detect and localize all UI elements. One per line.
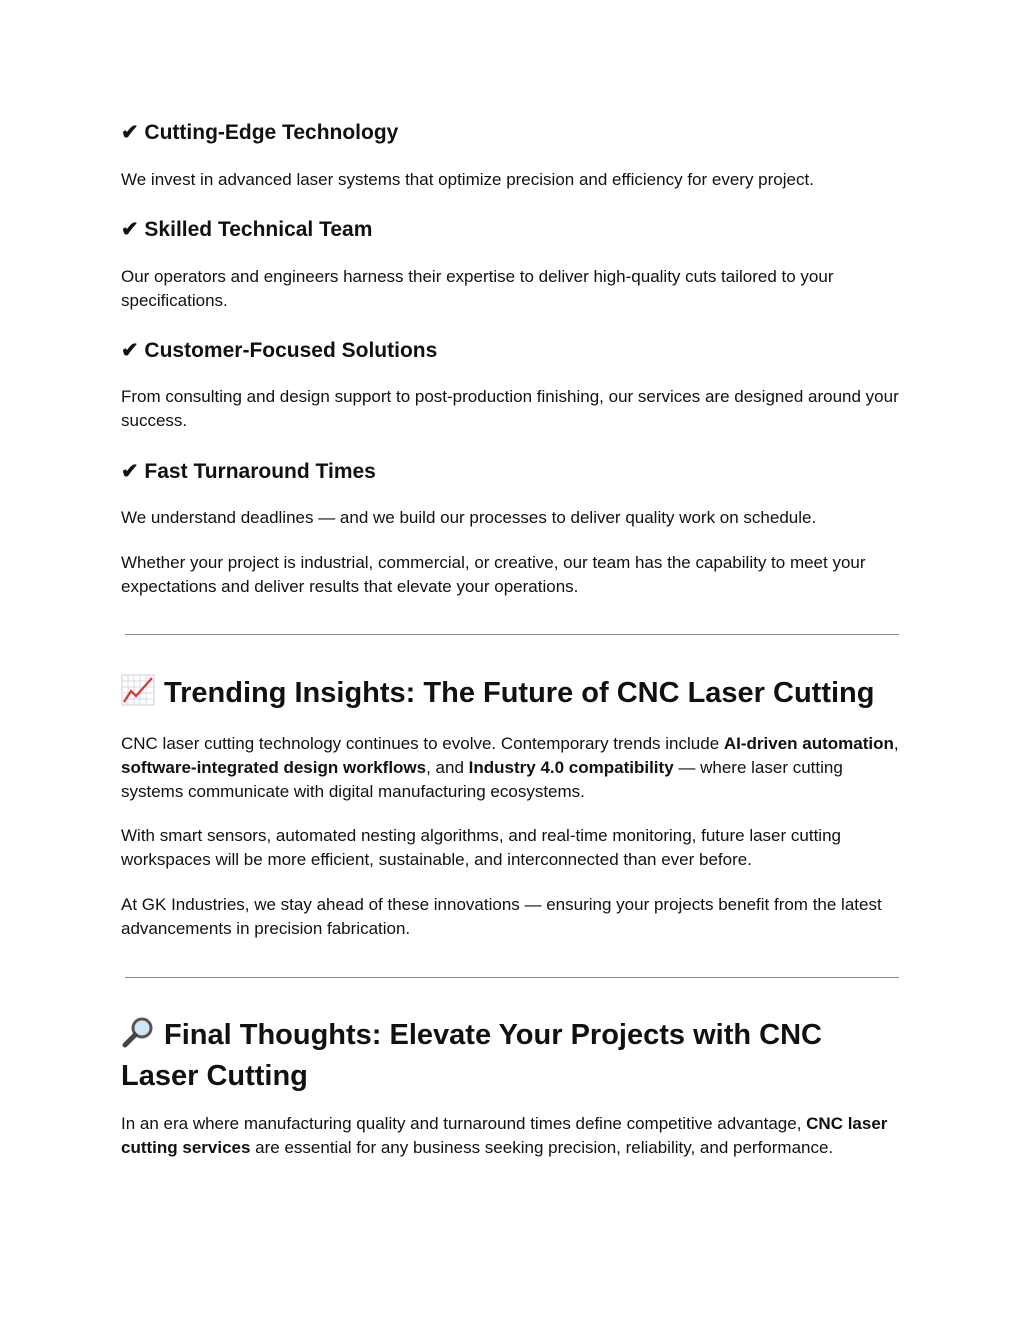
chart-increasing-icon <box>121 674 155 716</box>
magnifying-glass-icon <box>121 1016 155 1058</box>
feature-heading: ✔ Skilled Technical Team <box>121 218 373 241</box>
feature-text: Our operators and engineers harness their expertise to deliver high-quality cuts tailored to your specifications. <box>121 267 834 310</box>
closing-paragraph: Whether your project is industrial, commercial, or creative, our team has the capability to meet your expectations and deliver results that elevate your operations. <box>121 553 866 596</box>
final-paragraph: In an era where manufacturing quality and turnaround times define competitive advantage, CNC laser cutting services are essential for any business seeking precision, reliability, and performance. <box>121 1114 888 1157</box>
final-title: Final Thoughts: Elevate Your Projects with CNC Laser Cutting <box>121 1019 822 1092</box>
trending-paragraph-3: At GK Industries, we stay ahead of these innovations — ensuring your projects benefit from the latest advancements in precision fabrication. <box>121 895 882 938</box>
trending-title: Trending Insights: The Future of CNC Laser Cutting <box>164 677 875 709</box>
feature-text: We understand deadlines — and we build our processes to deliver quality work on schedule. <box>121 508 817 527</box>
feature-heading: ✔ Fast Turnaround Times <box>121 460 376 483</box>
feature-heading: ✔ Cutting-Edge Technology <box>121 121 399 144</box>
trending-heading <box>121 674 906 716</box>
final-heading <box>121 1016 906 1095</box>
feature-text: From consulting and design support to post-production finishing, our services are designed around your success. <box>121 387 899 430</box>
trending-paragraph-1: CNC laser cutting technology continues to evolve. Contemporary trends include AI-driven automation, software-integrated design workflows, and Industry 4.0 compatibility — where laser cutting systems communicate with digital manufacturing ecosystems. <box>121 734 899 801</box>
feature-heading: ✔ Customer-Focused Solutions <box>121 339 438 362</box>
divider <box>125 977 899 978</box>
divider <box>125 634 899 635</box>
trending-paragraph-2: With smart sensors, automated nesting algorithms, and real-time monitoring, future laser cutting workspaces will be more efficient, sustainable, and interconnected than ever before. <box>121 826 841 869</box>
feature-text: We invest in advanced laser systems that optimize precision and efficiency for every project. <box>121 170 814 189</box>
